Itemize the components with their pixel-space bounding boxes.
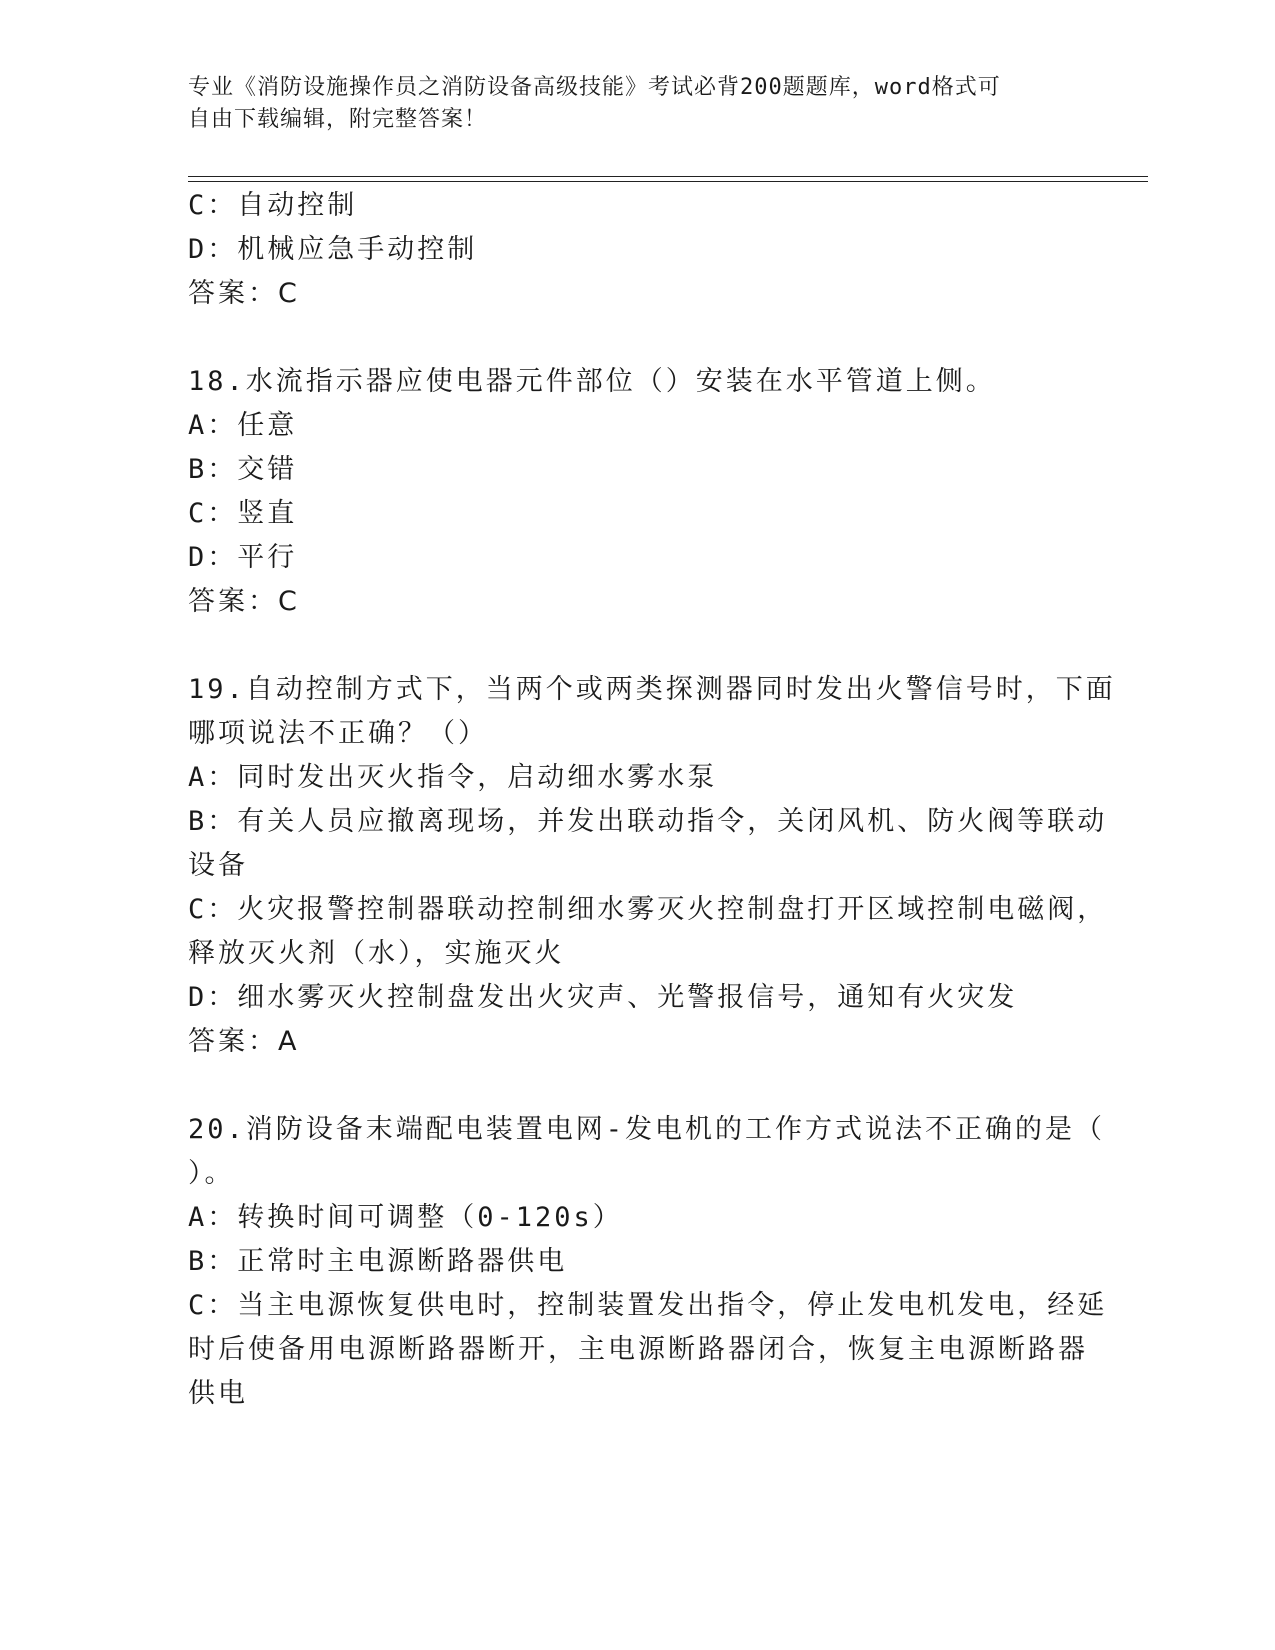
answer-18: 答案：C: [188, 586, 300, 617]
q18-option-d: D：平行: [188, 542, 298, 573]
q20-option-b: B：正常时主电源断路器供电: [188, 1246, 568, 1277]
header-divider-top: [188, 176, 1148, 177]
q19-option-d: D：细水雾灭火控制盘发出火灾声、光警报信号，通知有火灾发: [188, 982, 1018, 1013]
q20-option-c: C：当主电源恢复供电时，控制装置发出指令，停止发电机发电，经延: [188, 1290, 1108, 1321]
question-19-cont: 哪项说法不正确？（）: [188, 718, 488, 749]
q19-option-a: A：同时发出灭火指令，启动细水雾水泵: [188, 762, 718, 793]
q19-option-c: C：火灾报警控制器联动控制细水雾灭火控制盘打开区域控制电磁阀，: [188, 894, 1108, 925]
q18-option-a: A：任意: [188, 410, 298, 441]
q19-option-b: B：有关人员应撤离现场，并发出联动指令，关闭风机、防火阀等联动: [188, 806, 1108, 837]
header-line-2: 自由下载编辑，附完整答案！: [188, 107, 488, 132]
q18-option-c: C：竖直: [188, 498, 298, 529]
q20-option-c-cont-2: 供电: [188, 1378, 248, 1409]
q18-option-b: B：交错: [188, 454, 298, 485]
question-20: 20.消防设备末端配电装置电网-发电机的工作方式说法不正确的是（: [188, 1114, 1106, 1145]
option-c: C：自动控制: [188, 190, 358, 221]
answer-17: 答案：C: [188, 278, 300, 309]
q20-option-a: A：转换时间可调整（0-120s）: [188, 1202, 623, 1233]
question-18: 18.水流指示器应使电器元件部位（）安装在水平管道上侧。: [188, 366, 996, 397]
page-header: [188, 72, 1068, 136]
answer-19: 答案：A: [188, 1026, 300, 1057]
question-19: 19.自动控制方式下，当两个或两类探测器同时发出火警信号时，下面: [188, 674, 1116, 705]
q19-option-b-cont: 设备: [188, 850, 248, 881]
option-d: D：机械应急手动控制: [188, 234, 478, 265]
question-20-cont: ）。: [188, 1158, 235, 1189]
q20-option-c-cont: 时后使备用电源断路器断开，主电源断路器闭合，恢复主电源断路器: [188, 1334, 1088, 1365]
q19-option-c-cont: 释放灭火剂（水），实施灭火: [188, 938, 565, 969]
header-divider-bottom: [188, 181, 1148, 182]
header-line-1: 专业《消防设施操作员之消防设备高级技能》考试必背200题题库，word格式可: [188, 75, 1001, 100]
